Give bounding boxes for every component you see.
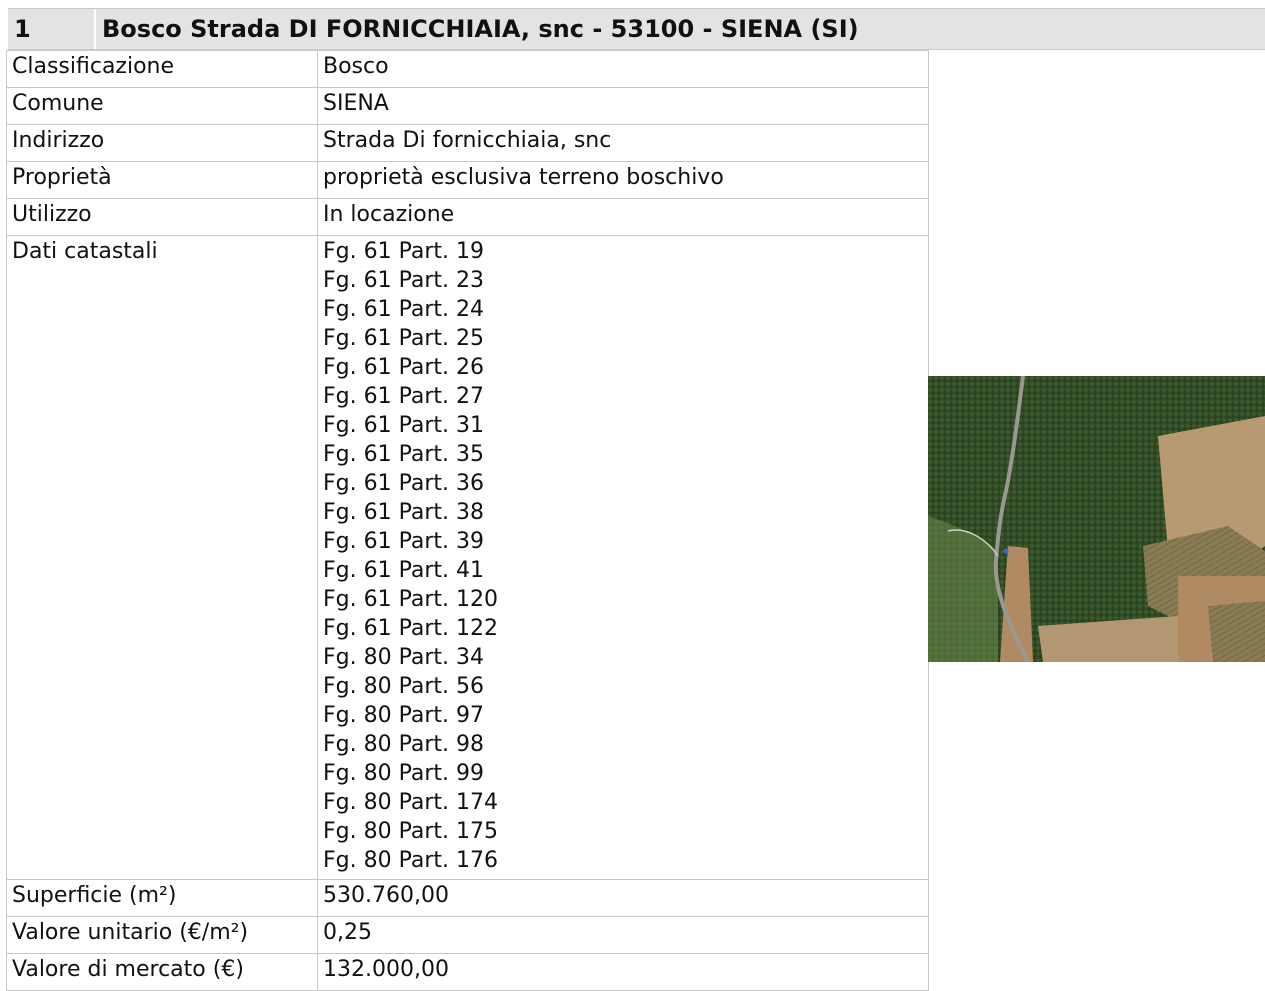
- row-value: 0,25: [318, 917, 929, 954]
- parcel-entry: Fg. 61 Part. 120: [323, 587, 499, 612]
- parcel-entry: Fg. 61 Part. 24: [323, 297, 485, 322]
- parcel-entry: Fg. 61 Part. 25: [323, 326, 485, 351]
- property-title: Bosco Strada DI FORNICCHIAIA, snc - 53100 - SIENA (SI): [102, 15, 859, 43]
- table-row: [7, 880, 929, 917]
- parcel-entry: Fg. 80 Part. 97: [323, 703, 485, 728]
- parcel-entry: Fg. 61 Part. 41: [323, 558, 485, 583]
- table-row: [7, 51, 929, 88]
- row-label: Classificazione: [7, 51, 318, 88]
- property-details-table: [6, 50, 929, 991]
- row-label: Indirizzo: [7, 125, 318, 162]
- cadastral-label: Dati catastali: [7, 236, 318, 880]
- property-header: [8, 8, 1265, 50]
- parcel-entry: Fg. 80 Part. 98: [323, 732, 485, 757]
- row-label: Superficie (m²): [7, 880, 318, 917]
- row-value: 530.760,00: [318, 880, 929, 917]
- parcel-entry: Fg. 80 Part. 34: [323, 645, 485, 670]
- parcel-entry: Fg. 80 Part. 56: [323, 674, 485, 699]
- parcel-entry: Fg. 61 Part. 39: [323, 529, 485, 554]
- row-value: SIENA: [318, 88, 929, 125]
- parcel-entry: Fg. 61 Part. 35: [323, 442, 485, 467]
- property-number: 1: [8, 9, 96, 49]
- parcel-entry: Fg. 61 Part. 38: [323, 500, 485, 525]
- table-row: [7, 917, 929, 954]
- table-row: [7, 954, 929, 991]
- parcel-entry: Fg. 61 Part. 36: [323, 471, 485, 496]
- table-row: [7, 162, 929, 199]
- row-label: Valore unitario (€/m²): [7, 917, 318, 954]
- parcel-entry: Fg. 80 Part. 176: [323, 848, 499, 873]
- row-value: Bosco: [318, 51, 929, 88]
- table-row: [7, 199, 929, 236]
- parcel-entry: Fg. 61 Part. 27: [323, 384, 485, 409]
- parcel-entry: Fg. 80 Part. 99: [323, 761, 485, 786]
- parcel-entry: Fg. 61 Part. 23: [323, 268, 485, 293]
- parcel-entry: Fg. 80 Part. 174: [323, 790, 499, 815]
- cadastral-parcels: [318, 236, 929, 880]
- row-value: In locazione: [318, 199, 929, 236]
- row-value: Strada Di fornicchiaia, snc: [318, 125, 929, 162]
- row-label: Comune: [7, 88, 318, 125]
- parcel-entry: Fg. 80 Part. 175: [323, 819, 499, 844]
- parcel-entry: Fg. 61 Part. 19: [323, 239, 485, 264]
- aerial-photo-image: [928, 376, 1265, 662]
- table-row: [7, 125, 929, 162]
- aerial-photo: [928, 376, 1265, 662]
- cadastral-row: [7, 236, 929, 880]
- parcel-entry: Fg. 61 Part. 122: [323, 616, 499, 641]
- parcel-entry: Fg. 61 Part. 26: [323, 355, 485, 380]
- row-value: proprietà esclusiva terreno boschivo: [318, 162, 929, 199]
- row-value: 132.000,00: [318, 954, 929, 991]
- row-label: Utilizzo: [7, 199, 318, 236]
- row-label: Proprietà: [7, 162, 318, 199]
- row-label: Valore di mercato (€): [7, 954, 318, 991]
- table-row: [7, 88, 929, 125]
- parcel-entry: Fg. 61 Part. 31: [323, 413, 485, 438]
